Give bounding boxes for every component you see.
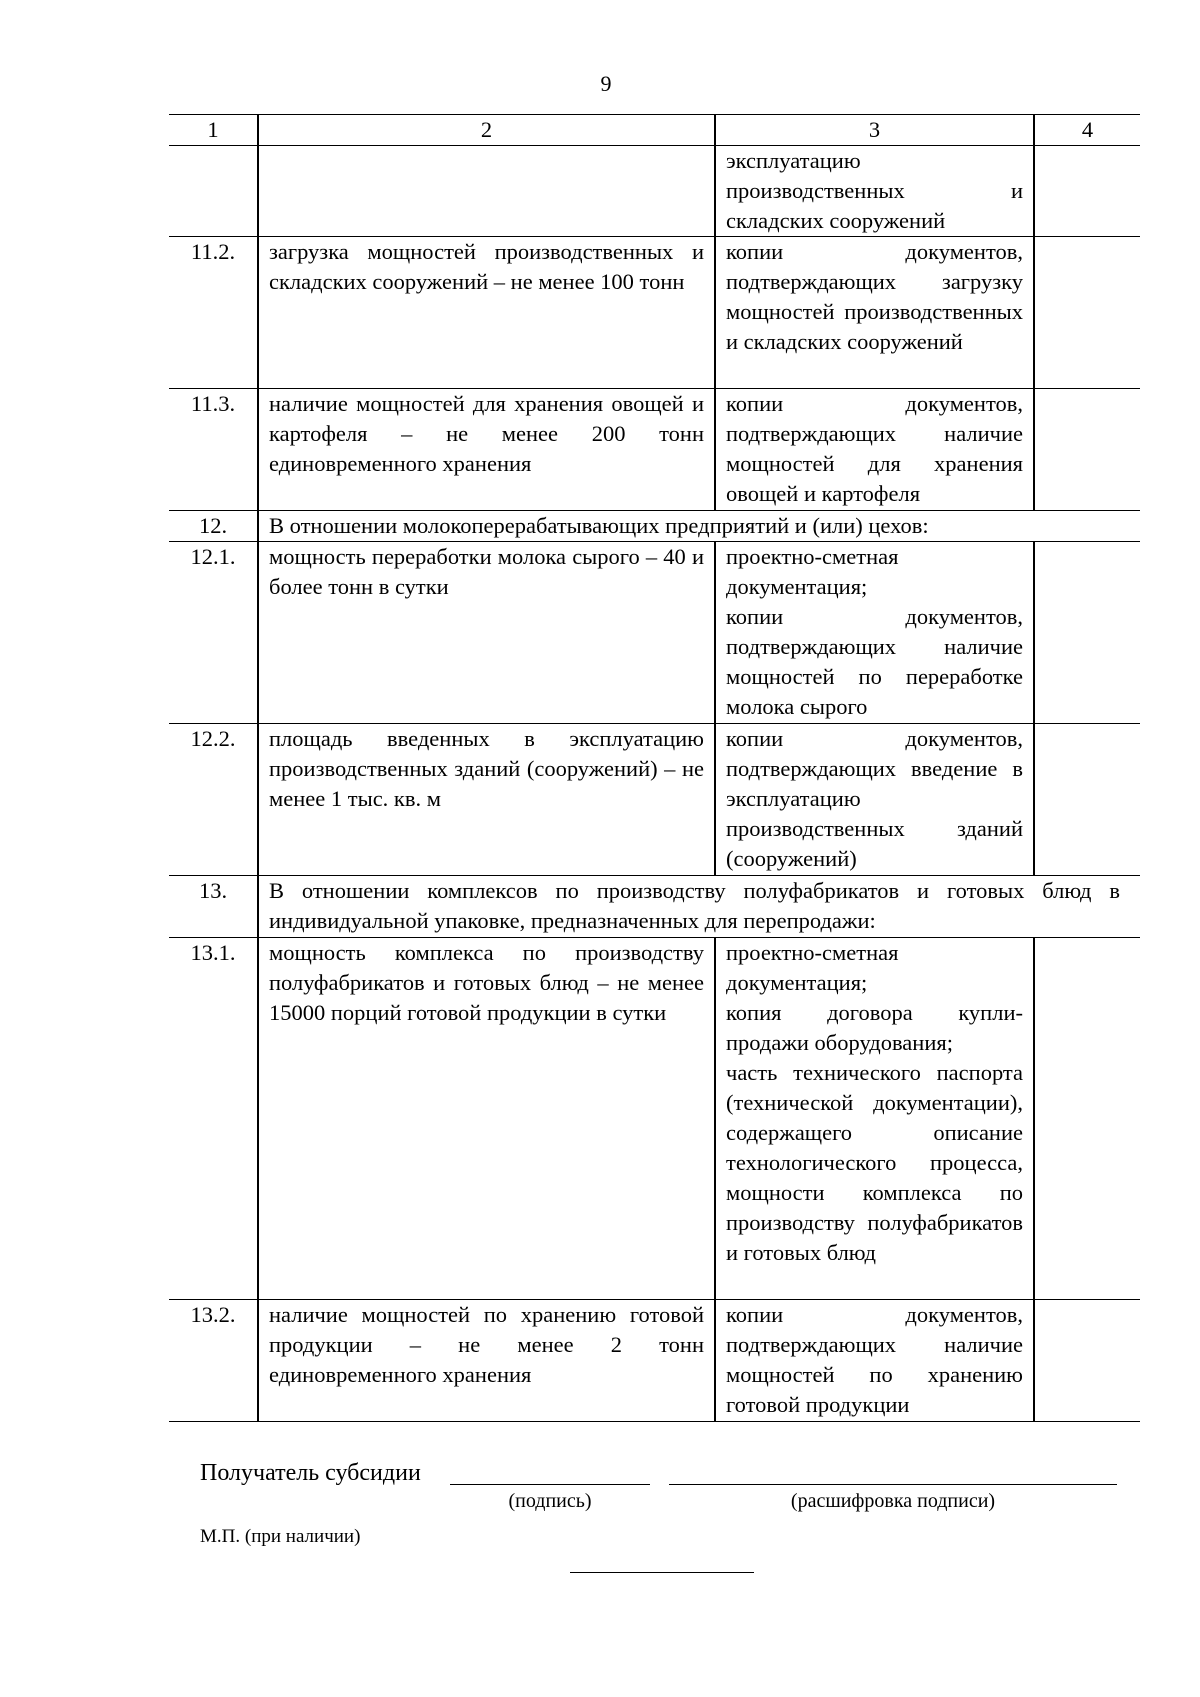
row-number: 11.2. bbox=[169, 237, 258, 389]
row-criterion: мощность комплекса по производству полуфабрикатов и готовых блюд – не менее 15000 порций готовой продукции в сутки bbox=[258, 938, 715, 1300]
section-row bbox=[169, 511, 1140, 542]
table-row bbox=[169, 1300, 1140, 1422]
table-row bbox=[169, 938, 1140, 1300]
row-number: 12.2. bbox=[169, 724, 258, 876]
row-note bbox=[1034, 146, 1140, 237]
document-item: проектно-сметная документация; bbox=[726, 940, 899, 995]
signature-line bbox=[450, 1484, 650, 1485]
row-note bbox=[1034, 938, 1140, 1300]
signature-label: Получатель субсидии bbox=[200, 1460, 421, 1486]
signature-name-caption: (расшифровка подписи) bbox=[790, 1490, 996, 1512]
row-documents: эксплуатацию производственных и складских сооружений bbox=[715, 146, 1034, 237]
stamp-note: М.П. (при наличии) bbox=[200, 1526, 361, 1547]
row-note bbox=[1034, 724, 1140, 876]
row-criterion: загрузка мощностей производственных и складских сооружений – не менее 100 тонн bbox=[258, 237, 715, 389]
document-item: копия договора купли-продажи оборудования; bbox=[726, 1000, 1023, 1055]
row-documents: копии документов, подтверждающих наличие мощностей для хранения овощей и картофеля bbox=[715, 389, 1034, 511]
table-row bbox=[169, 542, 1140, 724]
header-cell-3: 3 bbox=[715, 115, 1034, 146]
table-row bbox=[169, 724, 1140, 876]
row-documents: копии документов, подтверждающих загрузку мощностей производственных и складских сооружений bbox=[715, 237, 1034, 389]
row-number: 12.1. bbox=[169, 542, 258, 724]
section-number: 13. bbox=[169, 876, 258, 938]
row-note bbox=[1034, 542, 1140, 724]
header-cell-2: 2 bbox=[258, 115, 715, 146]
section-title: В отношении комплексов по производству полуфабрикатов и готовых блюд в индивидуальной упаковке, предназначенных для перепродажи: bbox=[258, 876, 1140, 938]
page-number: 9 bbox=[600, 71, 612, 96]
section-number: 12. bbox=[169, 511, 258, 542]
signature-caption: (подпись) bbox=[508, 1490, 592, 1512]
row-documents bbox=[715, 542, 1034, 724]
requirements-table bbox=[169, 114, 1140, 1422]
table-header-row bbox=[169, 115, 1140, 146]
section-row bbox=[169, 876, 1140, 938]
document-item: проектно-сметная документация; bbox=[726, 544, 899, 599]
signature-block bbox=[200, 1460, 1140, 1520]
signature-name-line bbox=[669, 1484, 1117, 1485]
row-documents: копии документов, подтверждающих введение в эксплуатацию производственных зданий (сооружений) bbox=[715, 724, 1034, 876]
row-criterion: площадь введенных в эксплуатацию производственных зданий (сооружений) – не менее 1 тыс. кв. м bbox=[258, 724, 715, 876]
header-cell-4: 4 bbox=[1034, 115, 1140, 146]
section-title: В отношении молокоперерабатывающих предприятий и (или) цехов: bbox=[258, 511, 1140, 542]
row-note bbox=[1034, 389, 1140, 511]
row-number: 13.1. bbox=[169, 938, 258, 1300]
row-number bbox=[169, 146, 258, 237]
row-note bbox=[1034, 1300, 1140, 1422]
row-number: 13.2. bbox=[169, 1300, 258, 1422]
document-item: копии документов, подтверждающих наличие мощностей по переработке молока сырого bbox=[726, 604, 1023, 719]
document-item: часть технического паспорта (технической документации), содержащего описание технологического процесса, мощности комплекса по производству полуфабрикатов и готовых блюд bbox=[726, 1060, 1023, 1265]
row-criterion bbox=[258, 146, 715, 237]
end-separator-line bbox=[570, 1572, 754, 1573]
table-row bbox=[169, 146, 1140, 237]
row-documents: копии документов, подтверждающих наличие мощностей по хранению готовой продукции bbox=[715, 1300, 1034, 1422]
row-note bbox=[1034, 237, 1140, 389]
row-number: 11.3. bbox=[169, 389, 258, 511]
row-criterion: наличие мощностей для хранения овощей и картофеля – не менее 200 тонн единовременного хранения bbox=[258, 389, 715, 511]
table-row bbox=[169, 389, 1140, 511]
row-criterion: мощность переработки молока сырого – 40 и более тонн в сутки bbox=[258, 542, 715, 724]
row-criterion: наличие мощностей по хранению готовой продукции – не менее 2 тонн единовременного хранения bbox=[258, 1300, 715, 1422]
table-row bbox=[169, 237, 1140, 389]
header-cell-1: 1 bbox=[169, 115, 258, 146]
row-documents bbox=[715, 938, 1034, 1300]
